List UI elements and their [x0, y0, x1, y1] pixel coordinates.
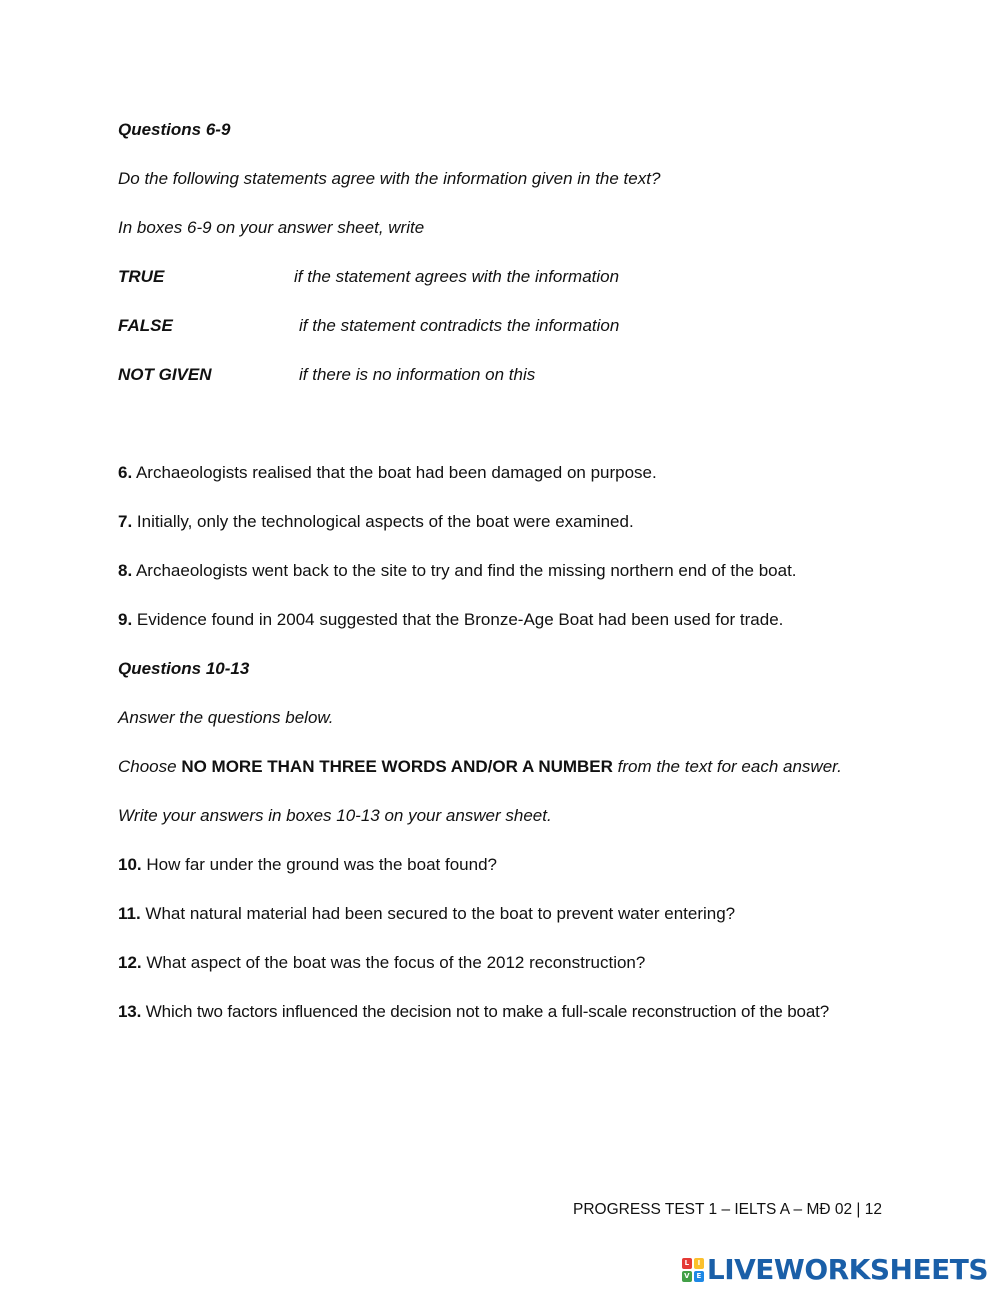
question-9 [118, 609, 783, 631]
option-not-given-desc: if there is no information on this [299, 365, 536, 384]
question-number: 9. [118, 610, 133, 629]
question-number: 12. [118, 953, 142, 972]
question-text: Evidence found in 2004 suggested that the Bronze-Age Boat had been used for trade. [132, 610, 784, 629]
question-6 [118, 462, 657, 484]
instruction-word-limit-bold: NO MORE THAN THREE WORDS AND/OR A NUMBER [181, 757, 613, 776]
instruction-choose: Choose [118, 757, 182, 776]
question-text: Initially, only the technological aspects of the boat were examined. [132, 512, 634, 531]
question-text: Which two factors influenced the decision not to make a full-scale reconstruction of the boat? [141, 1002, 830, 1021]
question-number: 13. [118, 1002, 142, 1021]
section-heading-6-9: Questions 6-9 [118, 120, 231, 139]
instruction-word-limit [118, 756, 842, 778]
question-number: 8. [118, 561, 133, 580]
instruction-write-boxes: Write your answers in boxes 10-13 on your answer sheet. [118, 806, 552, 825]
question-text: Archaeologists realised that the boat had been damaged on purpose. [132, 463, 657, 482]
question-number: 6. [118, 463, 133, 482]
question-7 [118, 511, 634, 533]
question-8 [118, 560, 797, 582]
question-number: 10. [118, 855, 142, 874]
question-text: What natural material had been secured to the boat to prevent water entering? [140, 904, 736, 923]
logo-tile-l: L [682, 1258, 692, 1269]
instruction-each-answer: from the text for each answer. [612, 757, 842, 776]
option-false-label: FALSE [118, 316, 173, 335]
option-false-desc: if the statement contradicts the information [299, 316, 620, 335]
question-13 [118, 1001, 829, 1023]
liveworksheets-wordmark: LIVEWORKSHEETS [706, 1253, 988, 1286]
question-text: Archaeologists went back to the site to try and find the missing northern end of the boat. [132, 561, 797, 580]
question-11 [118, 903, 735, 925]
question-text: How far under the ground was the boat found? [141, 855, 497, 874]
logo-tile-e: E [694, 1271, 704, 1282]
option-true-label: TRUE [118, 267, 165, 286]
instruction-agree: Do the following statements agree with the information given in the text? [118, 169, 661, 188]
question-text: What aspect of the boat was the focus of the 2012 reconstruction? [141, 953, 646, 972]
question-number: 11. [118, 904, 141, 923]
logo-tile-i: I [694, 1258, 704, 1269]
page-footer: PROGRESS TEST 1 – IELTS A – MĐ 02 | 12 [573, 1201, 882, 1218]
instruction-answer: Answer the questions below. [118, 708, 334, 727]
section-heading-10-13: Questions 10-13 [118, 659, 250, 678]
liveworksheets-logo[interactable] [682, 1252, 988, 1288]
instruction-boxes: In boxes 6-9 on your answer sheet, write [118, 218, 425, 237]
option-true-desc: if the statement agrees with the information [294, 267, 620, 286]
option-not-given-label: NOT GIVEN [118, 365, 212, 384]
liveworksheets-logo-icon [682, 1258, 704, 1282]
question-10 [118, 854, 497, 876]
question-12 [118, 952, 645, 974]
logo-tile-v: V [682, 1271, 692, 1282]
question-number: 7. [118, 512, 133, 531]
